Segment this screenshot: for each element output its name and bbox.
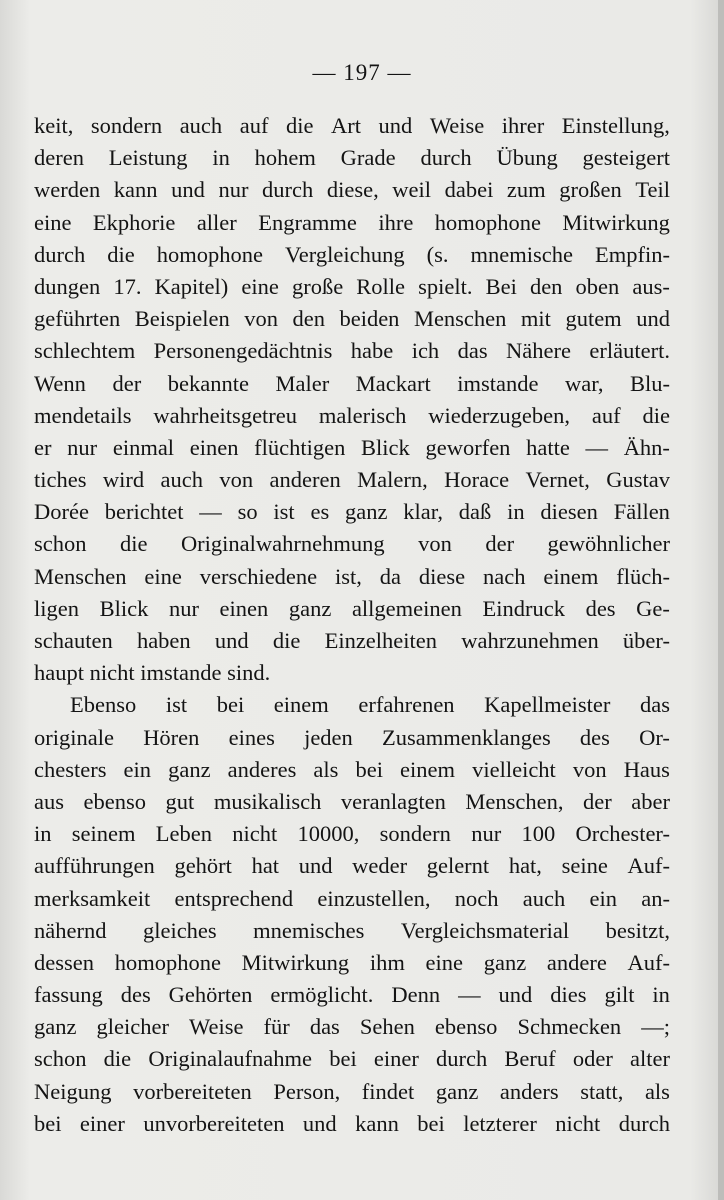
text-line: chesters ein ganz anderes als bei einem vielleicht von Haus (34, 756, 670, 782)
text-line: originale Hören eines jeden Zusammenklanges des Or- (34, 724, 670, 750)
text-line: schon die Originalaufnahme bei einer durch Beruf oder alter (34, 1046, 670, 1072)
text-line: bei einer unvorbereiteten und kann bei letzterer nicht durch (34, 1110, 670, 1136)
text-line: keit, sondern auch auf die Art und Weise ihrer Einstellung, (34, 113, 670, 138)
text-line: Dorée berichtet — so ist es ganz klar, daß in diesen Fällen (34, 499, 670, 525)
text-line: schon die Originalwahrnehmung von der gewöhnlicher (34, 531, 670, 557)
text-line: mendetails wahrheitsgetreu malerisch wiederzugeben, auf die (34, 402, 670, 428)
text-line: dungen 17. Kapitel) eine große Rolle spielt. Bei den oben aus- (34, 273, 670, 299)
text-line: deren Leistung in hohem Grade durch Übung gesteigert (34, 145, 670, 171)
text-line: merksamkeit entsprechend einzustellen, noch auch ein an- (34, 885, 670, 911)
text-line: tiches wird auch von anderen Malern, Horace Vernet, Gustav (34, 467, 670, 493)
text-line: Neigung vorbereiteten Person, findet ganz anders statt, als (34, 1078, 670, 1104)
text-line: schlechtem Personengedächtnis habe ich das Nähere erläutert. (34, 338, 670, 364)
text-line: eine Ekphorie aller Engramme ihre homophone Mitwirkung (34, 209, 670, 235)
text-line: Menschen eine verschiedene ist, da diese nach einem flüch- (34, 563, 670, 589)
text-line: fassung des Gehörten ermöglicht. Denn — und dies gilt in (34, 982, 670, 1008)
text-line: Wenn der bekannte Maler Mackart imstande war, Blu- (34, 370, 670, 396)
text-line: in seinem Leben nicht 10000, sondern nur 100 Orchester- (34, 821, 670, 847)
text-line: ganz gleicher Weise für das Sehen ebenso Schmecken —; (34, 1014, 670, 1040)
text-line: aus ebenso gut musikalisch veranlagten Menschen, der aber (34, 788, 670, 814)
text-line: dessen homophone Mitwirkung ihm eine ganz andere Auf- (34, 949, 670, 975)
page-edge (718, 0, 724, 1200)
text-line: geführten Beispielen von den beiden Menschen mit gutem und (34, 306, 670, 332)
text-line: haupt nicht imstande sind. (34, 660, 271, 686)
body-text (34, 110, 670, 1140)
text-line: er nur einmal einen flüchtigen Blick geworfen hatte — Ähn- (34, 434, 670, 460)
text-line: schauten haben und die Einzelheiten wahrzunehmen über- (34, 628, 670, 653)
page-number: — 197 — (312, 60, 412, 85)
text-line: durch die homophone Vergleichung (s. mnemische Empfin- (34, 241, 670, 267)
text-line: Ebenso ist bei einem erfahrenen Kapellmeister das (70, 692, 670, 718)
text-line: nähernd gleiches mnemisches Vergleichsmaterial besitzt, (34, 917, 670, 943)
text-line: aufführungen gehört hat und weder gelernt hat, seine Auf- (34, 853, 670, 879)
text-line: werden kann und nur durch diese, weil dabei zum großen Teil (34, 177, 670, 203)
text-line: ligen Blick nur einen ganz allgemeinen Eindruck des Ge- (34, 595, 670, 621)
